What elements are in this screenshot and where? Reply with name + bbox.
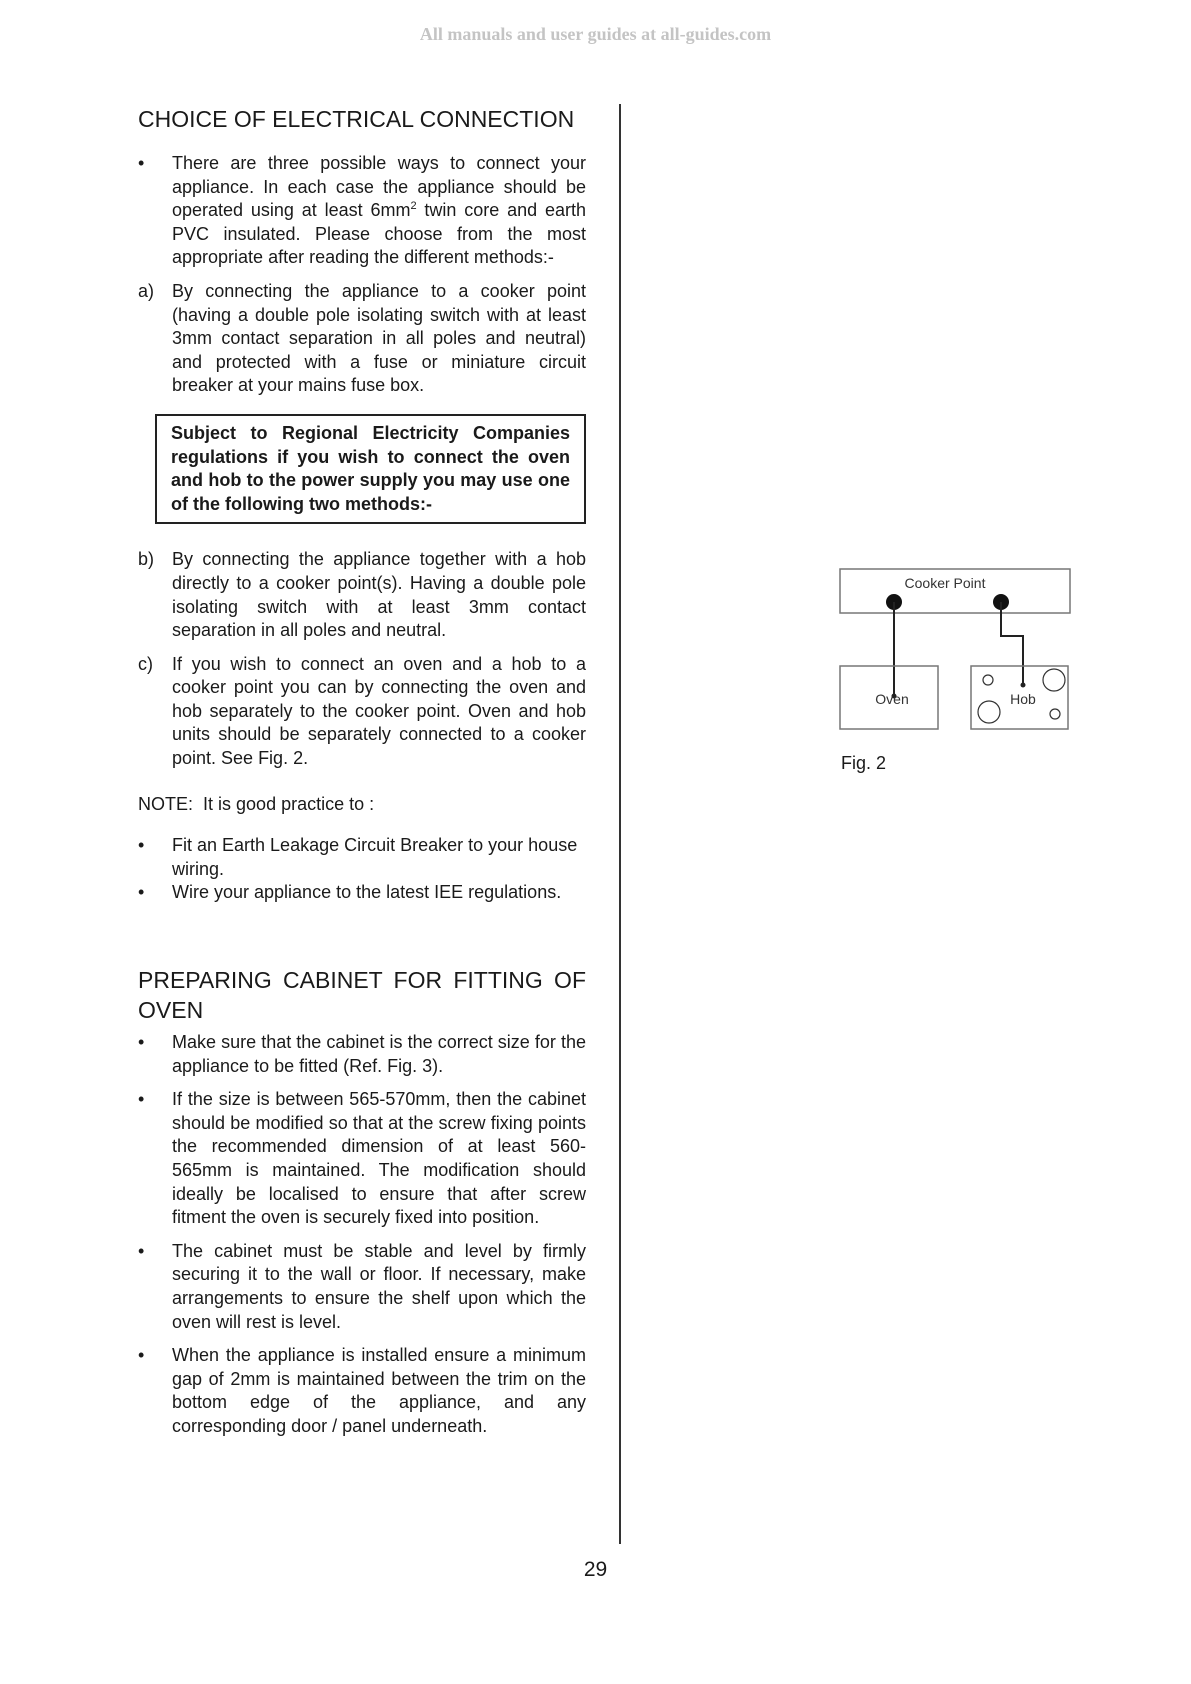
cabinet-bullet (138, 1031, 586, 1078)
hob-wire-end (1021, 683, 1026, 688)
cabinet-bullet-text: If the size is between 565-570mm, then the cabinet should be modified so that at the screw fixing points the recommended dimension of at least 560-565mm is maintained. The modification should ideally be localised to ensure that after screw fitment the oven is securely fixed into position. (172, 1089, 586, 1228)
hob-burner-small-2 (1050, 709, 1060, 719)
section-title-electrical: CHOICE OF ELECTRICAL CONNECTION (138, 106, 575, 132)
hob-wire (1001, 602, 1023, 685)
cabinet-bullet-text: When the appliance is installed ensure a minimum gap of 2mm is maintained between the trim on the bottom edge of the appliance, and any corresponding door / panel underneath. (172, 1345, 586, 1436)
bullet-marker: • (138, 153, 145, 173)
hob-burner-large-2 (978, 701, 1000, 723)
method-b (138, 548, 586, 642)
method-a-text: By connecting the appliance to a cooker point (having a double pole isolating switch with at least 3mm contact separation in all poles and neutral) and protected with a fuse or miniature circuit breaker at your mains fuse box. (172, 280, 586, 396)
bullet-marker: • (138, 1345, 145, 1366)
method-b-text: By connecting the appliance together with a hob directly to a cooker point(s). Having a double pole isolating switch with at least 3mm contact separation in all poles and neutral. (172, 549, 586, 641)
bullet-marker: • (138, 835, 145, 856)
method-c-marker: c) (138, 653, 153, 674)
hob-label: Hob (1010, 691, 1036, 707)
left-column (138, 104, 586, 1449)
bullet-marker: • (138, 1089, 145, 1110)
cabinet-bullet (138, 1344, 586, 1438)
note-bullet-text: Fit an Earth Leakage Circuit Breaker to your house wiring. (172, 835, 578, 879)
cooker-point-label: Cooker Point (904, 575, 986, 591)
bullet-marker: • (138, 882, 145, 903)
section-title-cabinet: PREPARING CABINET FOR FITTING OF OVEN (138, 967, 586, 1024)
method-b-marker: b) (138, 549, 155, 570)
method-a-marker: a) (138, 280, 155, 301)
note-bullet (138, 834, 586, 881)
intro-text-pre: There are three possible ways to connect your appliance. In each case the appliance should be operated using at least 6mm (172, 153, 586, 221)
method-c-text: If you wish to connect an oven and a hob to a cooker point you can by connecting the oven and hob separately to the cooker point. Oven and hob units should be separately connected to a cooker point. See Fig. 2. (172, 653, 586, 769)
method-c (138, 653, 586, 771)
note-bullet-text: Wire your appliance to the latest IEE regulations. (172, 882, 562, 903)
note-text: It is good practice to : (203, 793, 375, 814)
intro-text-post: twin core and earth PVC insulated. Please choose from the most appropriate after reading the different methods:- (172, 200, 586, 268)
note-label: NOTE: (138, 793, 194, 814)
bullet-marker: • (138, 1032, 145, 1053)
figure-caption: Fig. 2 (841, 753, 887, 773)
column-divider (619, 104, 621, 1544)
cabinet-bullet-text: Make sure that the cabinet is the correct size for the appliance to be fitted (Ref. Fig. 3). (172, 1032, 586, 1076)
cabinet-bullet-text: The cabinet must be stable and level by firmly securing it to the wall or floor. If necessary, make arrangements to ensure the shelf upon which the oven will rest is level. (172, 1240, 586, 1332)
cabinet-bullet (138, 1088, 586, 1230)
method-a (138, 280, 586, 398)
cabinet-bullet (138, 1240, 586, 1334)
note-line (138, 793, 586, 817)
oven-label: Oven (875, 691, 909, 707)
watermark: All manuals and user guides at all-guides.com (419, 24, 772, 44)
note-bullet (138, 881, 586, 905)
hob-burner-small-1 (983, 675, 993, 685)
bullet-marker: • (138, 1240, 145, 1261)
regulations-notice-box: Subject to Regional Electricity Companies regulations if you wish to connect the oven and hob to the power supply you may use one of the following two methods:- (155, 414, 586, 524)
intro-bullet-item (138, 152, 586, 270)
superscript-2: 2 (410, 200, 417, 213)
hob-burner-large-1 (1043, 669, 1065, 691)
page-number: 29 (583, 1558, 608, 1581)
wiring-diagram-fig2 (838, 566, 1074, 736)
